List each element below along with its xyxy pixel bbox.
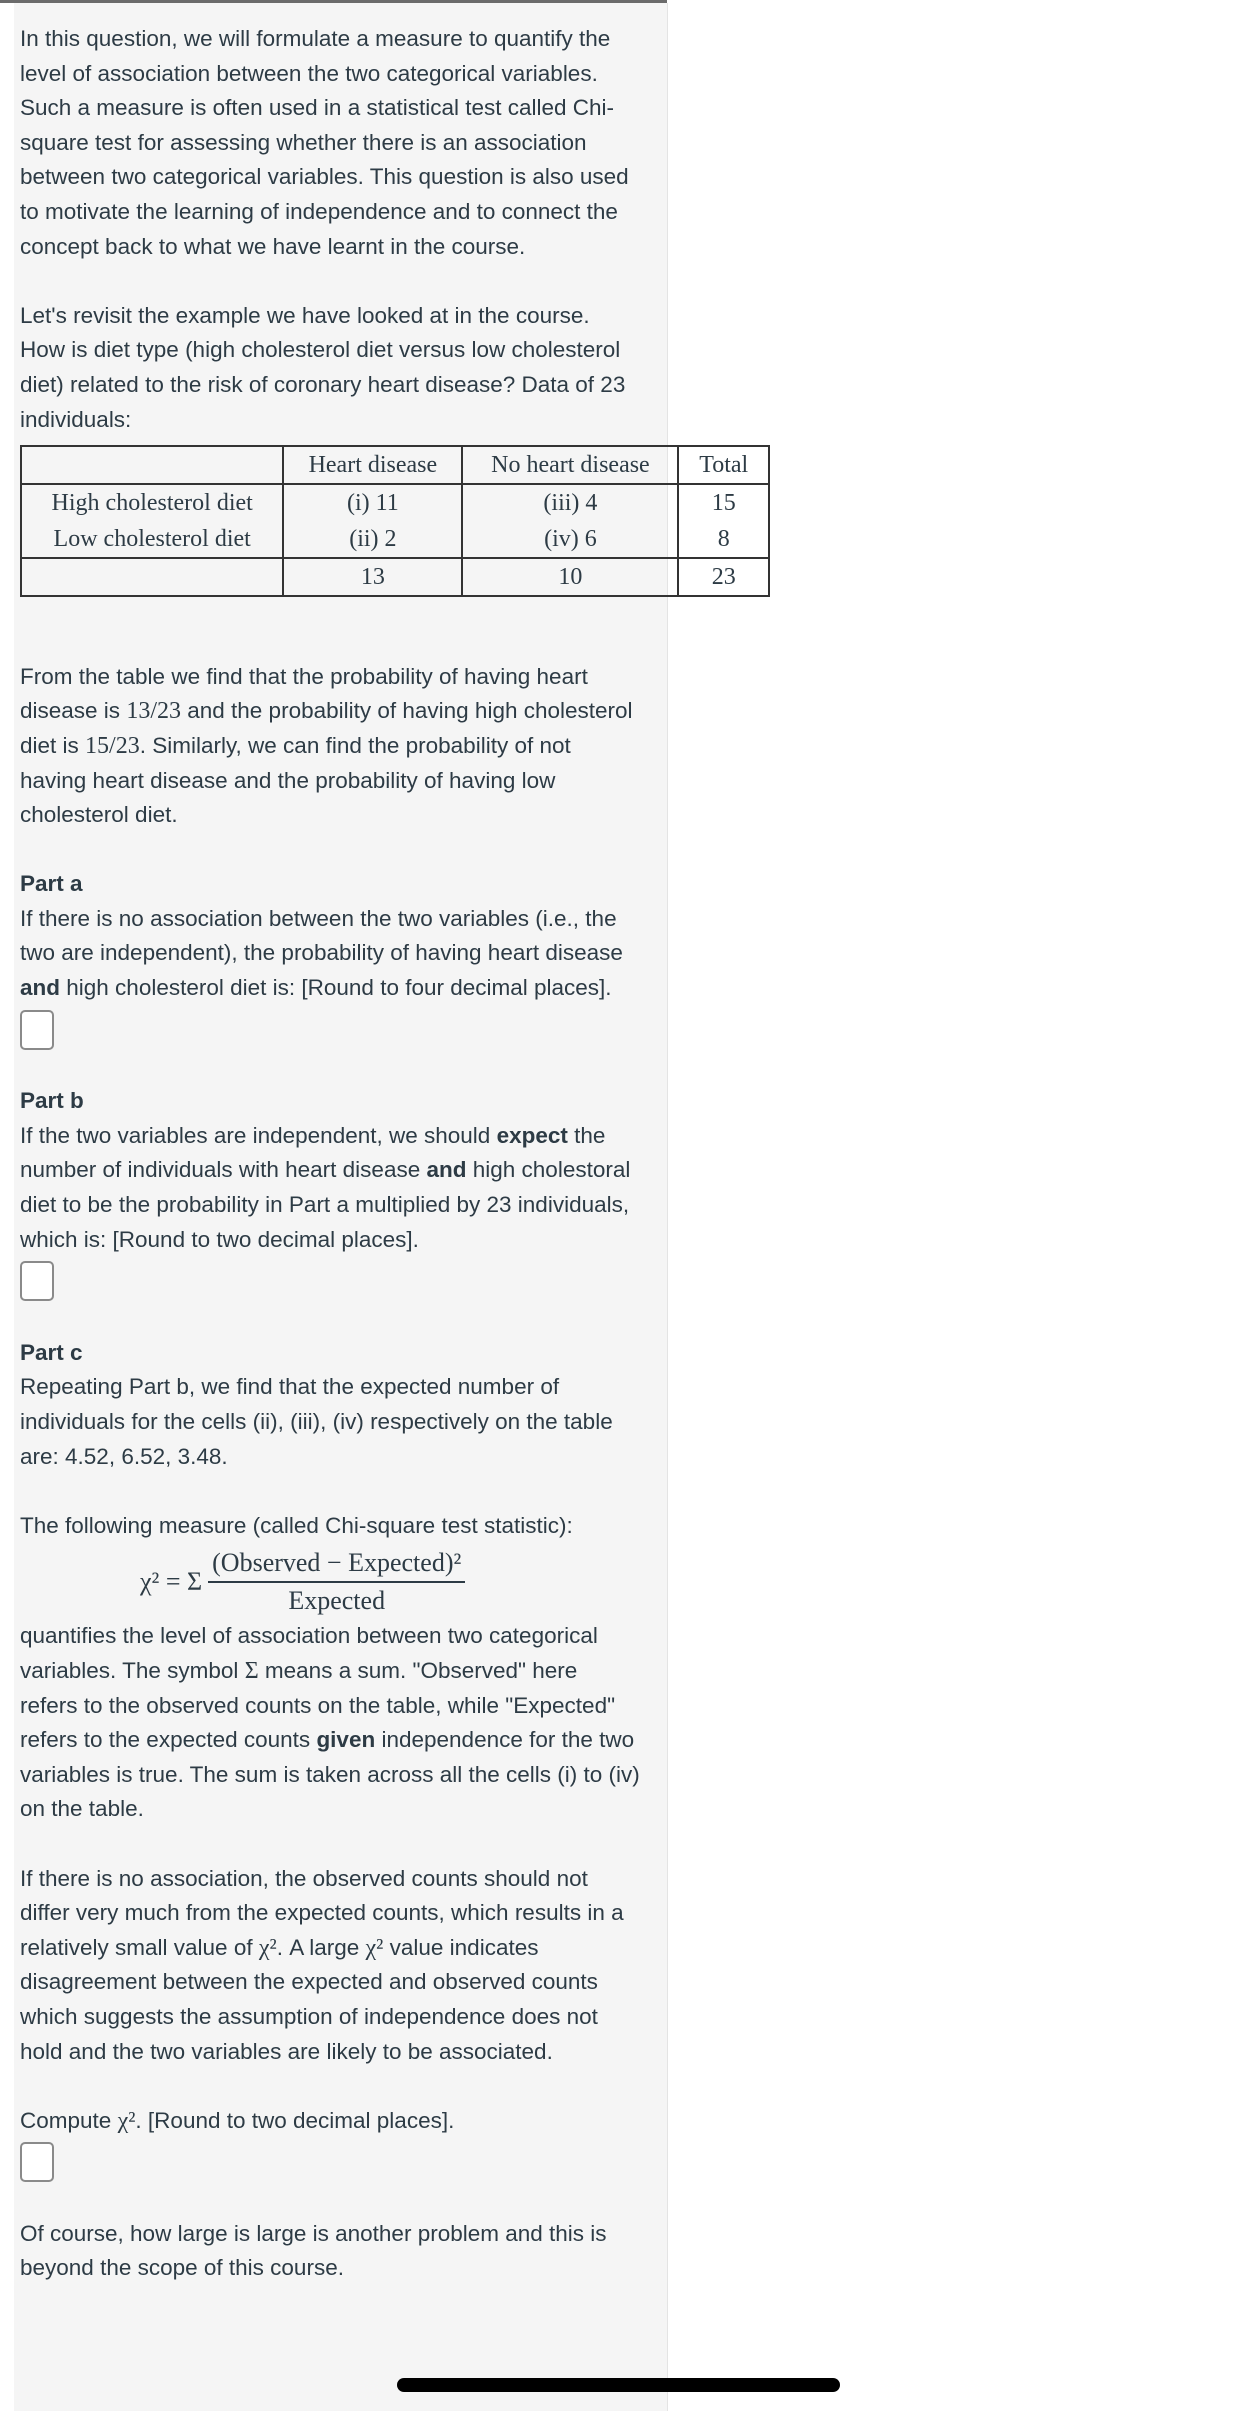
formula-numerator: (Observed − Expected)²: [208, 1547, 465, 1583]
formula-lhs: χ² = Σ: [140, 1567, 203, 1597]
chi-squared-symbol: χ²: [258, 1934, 277, 1961]
home-indicator[interactable]: [397, 2378, 840, 2392]
cell-iv: (iv) 6: [462, 521, 678, 558]
cell-ii: (ii) 2: [283, 521, 462, 558]
example-paragraph: Let's revisit the example we have looked at in the course. How is diet type (high cholesterol diet versus low cholesterol diet) related to the risk of coronary heart disease? Data of 23 individuals:: [20, 302, 626, 432]
part-b-answer-input[interactable]: [20, 1261, 54, 1301]
bold-text: and: [20, 975, 61, 1001]
chi-squared-symbol: χ²: [117, 2107, 136, 2134]
part-c-text: Repeating Part b, we find that the expected number of individuals for the cells (ii), (iii), (iv) respectively on the table are: 4.52, 6.52, 3.48.: [20, 1374, 613, 1469]
text: . Similarly, we can find the probability of not having heart disease and the probability of having low cholesterol diet.: [20, 732, 571, 828]
probability-paragraph: [20, 660, 640, 833]
row-total: 8: [678, 521, 769, 558]
table-header-row: [21, 446, 769, 484]
row-total: 15: [678, 484, 769, 521]
part-a-text: [20, 902, 640, 1006]
text: independence for the two variables is true. The sum is taken across all the cells (i) to (iv) on the table.: [20, 1727, 640, 1822]
part-a-title: [20, 867, 640, 902]
fraction-13-23: 13/23: [126, 698, 181, 725]
intro-paragraph: In this question, we will formulate a measure to quantify the level of association between the two categorical variables. Such a measure is often used in a statistical test called Chi-square test for assessing whether there is an association between two categorical variables. This question is also used to motivate the learning of independence and to connect the concept back to what we have learnt in the course.: [20, 26, 629, 259]
part-b-text: [20, 1119, 640, 1257]
chi-square-intro: The following measure (called Chi-square test statistic):: [20, 1512, 573, 1538]
text: If there is no association between the two variables (i.e., the two are independent), the probability of having heart disease: [20, 905, 623, 966]
text: From the table we find that the probability of having heart disease is: [20, 663, 588, 724]
row-label: Low cholesterol diet: [21, 521, 283, 558]
part-b-title: [20, 1084, 640, 1119]
text: high cholestoral diet to be the probability in Part a multiplied by 23 individuals, which is: [Round to two decimal places].: [20, 1157, 631, 1252]
totals-label: [21, 558, 283, 596]
table-row: [21, 521, 769, 558]
text: If the two variables are independent, we should: [20, 1122, 497, 1148]
text: and the probability of having high cholesterol diet is: [20, 698, 633, 758]
sigma-symbol: Σ: [244, 1657, 259, 1684]
fraction-15-23: 15/23: [85, 732, 140, 759]
formula-denominator: Expected: [288, 1586, 386, 1616]
text: If there is no association, the observed counts should not differ very much from the expected counts, which results in a relatively small value of: [20, 1865, 624, 1960]
part-a-answer-input[interactable]: [20, 1010, 54, 1050]
text: . [Round to two decimal places].: [135, 2107, 455, 2133]
bold-text: and: [426, 1157, 467, 1183]
chi-square-answer-input[interactable]: [20, 2142, 54, 2182]
row-label: High cholesterol diet: [21, 484, 283, 521]
closing-paragraph: Of course, how large is large is another problem and this is beyond the scope of this course.: [20, 2220, 607, 2281]
chi-square-explanation: [20, 1619, 640, 1827]
text: the number of individuals with heart disease: [20, 1122, 606, 1183]
part-c-heading: Part c: [20, 1339, 83, 1365]
chi-squared-symbol: χ²: [365, 1934, 384, 1961]
total-heart: 13: [283, 558, 462, 596]
contingency-table: [20, 445, 770, 597]
association-paragraph: [20, 1862, 640, 2070]
cell-i: (i) 11: [283, 484, 462, 521]
text: means a sum. "Observed" here refers to the observed counts on the table, while "Expected" refers to the expected counts: [20, 1657, 616, 1753]
compute-prompt: [20, 2104, 640, 2139]
text: value indicates disagreement between the expected and observed counts which suggests the assumption of independence does not hold and the two variables are likely to be associated.: [20, 1934, 598, 2064]
table-header-total: Total: [678, 446, 769, 484]
table-header-heart-disease: Heart disease: [283, 446, 462, 484]
part-a-heading: Part a: [20, 871, 83, 897]
bold-text: expect: [496, 1122, 568, 1148]
table-header-blank: [21, 446, 283, 484]
formula-fraction: [208, 1547, 465, 1617]
table-row: [21, 484, 769, 521]
text: quantifies the level of association between two categorical variables. The symbol: [20, 1623, 598, 1683]
text: . A large: [276, 1934, 366, 1960]
total-no-heart: 10: [462, 558, 678, 596]
chi-square-formula: [140, 1547, 640, 1617]
text: Compute: [20, 2107, 118, 2133]
question-content: [20, 22, 749, 2286]
grand-total: 23: [678, 558, 769, 596]
table-totals-row: [21, 558, 769, 596]
bold-text: given: [316, 1727, 376, 1753]
part-c-title: [20, 1336, 640, 1371]
table-header-no-heart-disease: No heart disease: [462, 446, 678, 484]
part-b-heading: Part b: [20, 1088, 84, 1114]
cell-iii: (iii) 4: [462, 484, 678, 521]
text: high cholesterol diet is: [Round to four decimal places].: [60, 975, 612, 1001]
